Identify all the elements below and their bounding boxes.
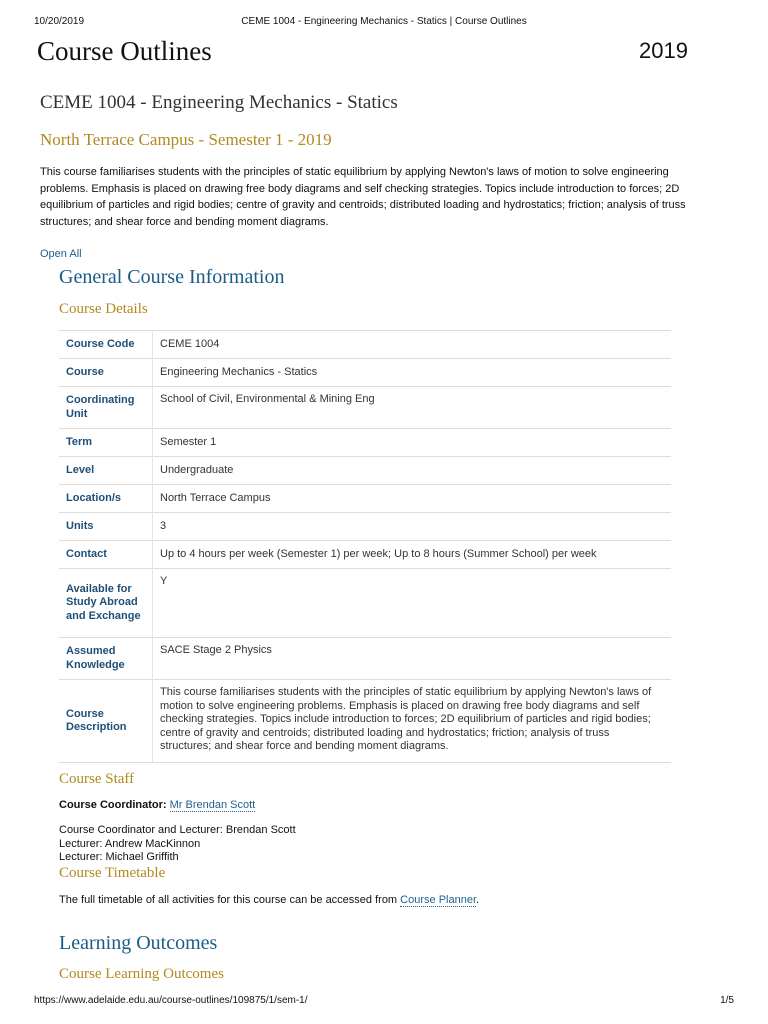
- row-value: Undergraduate: [153, 457, 672, 485]
- staff-line: Lecturer: Andrew MacKinnon: [59, 837, 201, 850]
- row-label: Location/s: [59, 485, 153, 513]
- print-date: 10/20/2019: [34, 16, 85, 27]
- timetable-suffix: .: [476, 894, 480, 906]
- coordinator-label: Course Coordinator:: [59, 799, 167, 811]
- row-label: Course: [59, 359, 153, 387]
- row-value: This course familiarises students with the principles of static equilibrium by applying Newton's laws of motion to solve engineering problems. Emphasis is placed on drawing free body diagrams and self checking strategies. Topics include introduction to forces; 2D equilibrium of particles and rigid bodies; centre of gravity and centroids; distributed loading and hydrostatics; friction; analysis of truss structures; and shear force and bending moment diagrams.: [153, 680, 672, 763]
- row-label: Assumed Knowledge: [59, 638, 153, 680]
- row-value: 3: [153, 513, 672, 541]
- open-all-link[interactable]: Open All: [40, 248, 82, 260]
- table-row: [59, 387, 671, 429]
- table-row: [59, 513, 671, 541]
- print-footer: [34, 995, 734, 1009]
- row-label: Term: [59, 429, 153, 457]
- year-label: 2019: [639, 38, 688, 63]
- staff-line: Lecturer: Michael Griffith: [59, 851, 179, 863]
- course-learning-outcomes-heading[interactable]: Course Learning Outcomes: [59, 966, 224, 982]
- campus-semester: North Terrace Campus - Semester 1 - 2019: [40, 130, 332, 149]
- general-info-heading[interactable]: General Course Information: [59, 266, 285, 288]
- row-label: Course Code: [59, 331, 153, 359]
- learning-outcomes-heading[interactable]: Learning Outcomes: [59, 932, 218, 954]
- table-row: [59, 457, 671, 485]
- course-planner-link[interactable]: Course Planner: [400, 894, 476, 906]
- course-intro: This course familiarises students with the principles of static equilibrium by applying Newton's laws of motion to solve engineering problems. Emphasis is placed on drawing free body diagrams and self checking strategies. Topics include introduction to forces; 2D equilibrium of particles and rigid bodies; centre of gravity and centroids; distributed loading and hydrostatics; friction; analysis of truss structures; and shear force and bending moment diagrams.: [40, 166, 686, 228]
- row-label: Units: [59, 513, 153, 541]
- row-label: Course Description: [59, 680, 153, 763]
- page-number: 1/5: [720, 995, 734, 1006]
- staff-list: [59, 824, 296, 865]
- coordinator-link[interactable]: Mr Brendan Scott: [169, 799, 256, 811]
- row-label: Level: [59, 457, 153, 485]
- table-row: [59, 638, 671, 680]
- site-title[interactable]: Course Outlines: [37, 36, 212, 66]
- timetable-sentence: The full timetable of all activities for this course can be accessed from: [59, 894, 398, 906]
- page-title: CEME 1004 - Engineering Mechanics - Statics: [40, 92, 398, 113]
- row-label: Available for Study Abroad and Exchange: [59, 569, 153, 638]
- course-details-table: [59, 330, 671, 763]
- table-row: [59, 569, 671, 638]
- course-details-heading[interactable]: Course Details: [59, 301, 148, 317]
- course-staff-heading[interactable]: Course Staff: [59, 771, 135, 787]
- table-row: [59, 680, 671, 763]
- staff-line: Course Coordinator and Lecturer: Brendan Scott: [59, 824, 296, 836]
- row-value: Semester 1: [153, 429, 672, 457]
- timetable-text: [59, 894, 479, 906]
- table-row: [59, 541, 671, 569]
- row-label: Contact: [59, 541, 153, 569]
- row-label: Coordinating Unit: [59, 387, 153, 429]
- row-value: SACE Stage 2 Physics: [153, 638, 672, 680]
- print-header: [34, 16, 734, 30]
- row-value: North Terrace Campus: [153, 485, 672, 513]
- row-value: Engineering Mechanics - Statics: [153, 359, 672, 387]
- course-timetable-heading[interactable]: Course Timetable: [59, 865, 166, 881]
- table-row: [59, 331, 671, 359]
- table-row: [59, 359, 671, 387]
- course-coordinator: [59, 799, 255, 811]
- print-url: https://www.adelaide.edu.au/course-outlines/109875/1/sem-1/: [34, 995, 308, 1006]
- row-value: Up to 4 hours per week (Semester 1) per week; Up to 8 hours (Summer School) per week: [153, 541, 672, 569]
- print-doc-title: CEME 1004 - Engineering Mechanics - Statics | Course Outlines: [241, 16, 527, 27]
- row-value: CEME 1004: [153, 331, 672, 359]
- row-value: Y: [153, 569, 672, 638]
- table-row: [59, 485, 671, 513]
- table-row: [59, 429, 671, 457]
- row-value: School of Civil, Environmental & Mining Eng: [153, 387, 672, 429]
